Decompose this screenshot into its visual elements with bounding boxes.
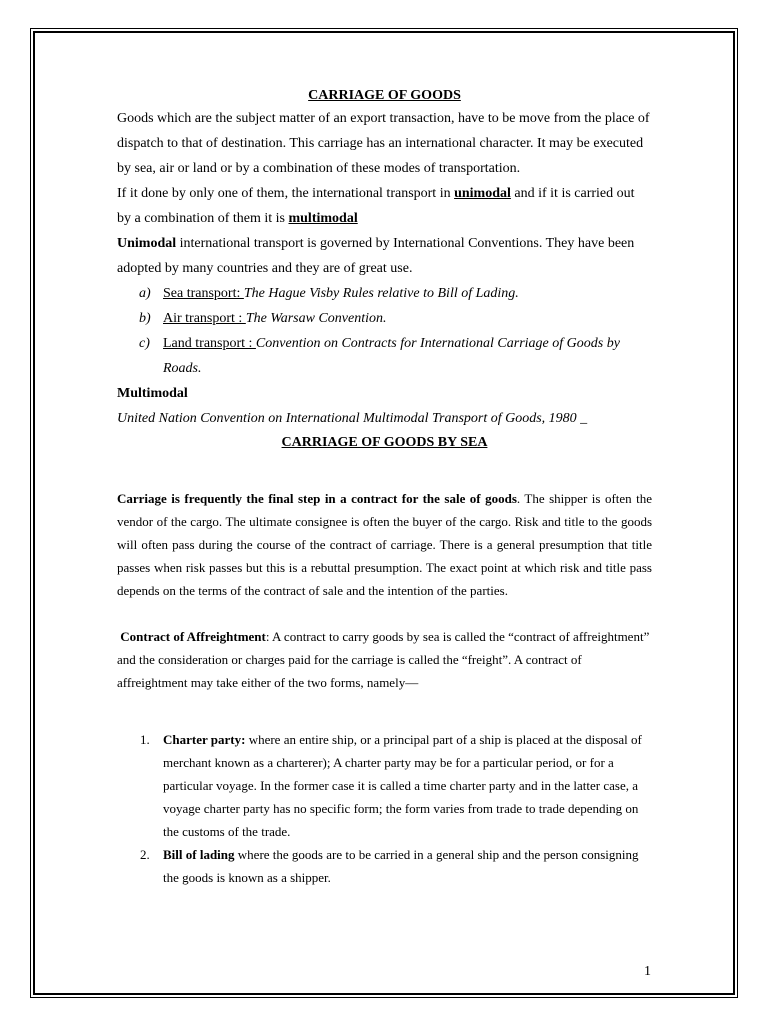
convention-text: The Hague Visby Rules relative to Bill of Lading. [243, 286, 519, 301]
modes-text-2: and if it is carried out by a combination of them it is [117, 186, 635, 226]
conventions-list [117, 281, 652, 381]
convention-text: Convention on Contracts for International Carriage of Goods by Roads. [163, 336, 620, 376]
document-body [117, 86, 652, 889]
form-text: where the goods are to be carried in a general ship and the person consigning the goods is known as a shipper. [163, 847, 639, 885]
list-marker: a) [139, 286, 151, 301]
multimodal-heading: Multimodal [117, 386, 188, 401]
form-text: where an entire ship, or a principal part of a ship is placed at the disposal of merchant known as a charterer); A charter party may be for a particular period, or for a particular voyage. In the former case it is called a time charter party and in the latter case, a voyage charter party has no specific form; the form varies from trade to trade depending on the customs of the trade. [163, 732, 642, 839]
form-term: Charter party: [163, 732, 246, 747]
page-title: CARRIAGE OF GOODS [308, 88, 461, 103]
affreightment-term: Contract of Affreightment [120, 629, 266, 644]
unimodal-term: unimodal [454, 186, 511, 201]
list-item [117, 843, 652, 889]
forms-list [117, 728, 652, 889]
convention-label: Air transport : [163, 311, 246, 326]
list-item [117, 281, 652, 306]
list-marker: 2. [140, 847, 150, 862]
list-item [117, 306, 652, 331]
list-marker: b) [139, 311, 151, 326]
list-marker: 1. [140, 732, 150, 747]
convention-text: The Warsaw Convention. [245, 311, 387, 326]
intro-paragraph: Goods which are the subject matter of an export transaction, have to be move from the place of dispatch to that of destination. This carriage has an international character. It may be executed by sea, air or land or by a combination of these modes of transportation. [117, 111, 650, 176]
affreightment-text: : A contract to carry goods by sea is called the “contract of affreightment” and the consideration or charges paid for the carriage is called the “freight”. A contract of affreightment may take either of the two forms, namely— [117, 629, 650, 690]
multimodal-convention: United Nation Convention on International Multimodal Transport of Goods, 1980 _ [117, 411, 588, 426]
list-marker: c) [139, 336, 150, 351]
section-heading-sea: CARRIAGE OF GOODS BY SEA [281, 435, 488, 450]
sea-text: . The shipper is often the vendor of the cargo. The ultimate consignee is often the buyer of the cargo. Risk and title to the goods will often pass during the course of the contract of carriage. There is a general presumption that title passes when risk passes but this is a rebuttal presumption. The exact point at which risk and title pass depends on the terms of the contract of sale and the intention of the parties. [117, 491, 653, 598]
unimodal-heading: Unimodal [117, 236, 177, 251]
modes-paragraph [117, 181, 652, 231]
list-item [117, 331, 652, 381]
unimodal-text: international transport is governed by International Conventions. They have been adopted by many countries and they are of great use. [117, 236, 635, 276]
convention-label: Land transport : [163, 336, 256, 351]
list-item [117, 728, 652, 843]
sea-paragraph [117, 487, 652, 602]
convention-label: Sea transport: [163, 286, 244, 301]
multimodal-term: multimodal [288, 211, 358, 226]
modes-text-1: If it done by only one of them, the international transport in [117, 186, 455, 201]
sea-lead: Carriage is frequently the final step in a contract for the sale of goods [117, 491, 517, 506]
unimodal-paragraph [117, 231, 652, 281]
form-term: Bill of lading [163, 847, 235, 862]
affreightment-paragraph [117, 625, 652, 694]
page-number: 1 [644, 964, 651, 979]
